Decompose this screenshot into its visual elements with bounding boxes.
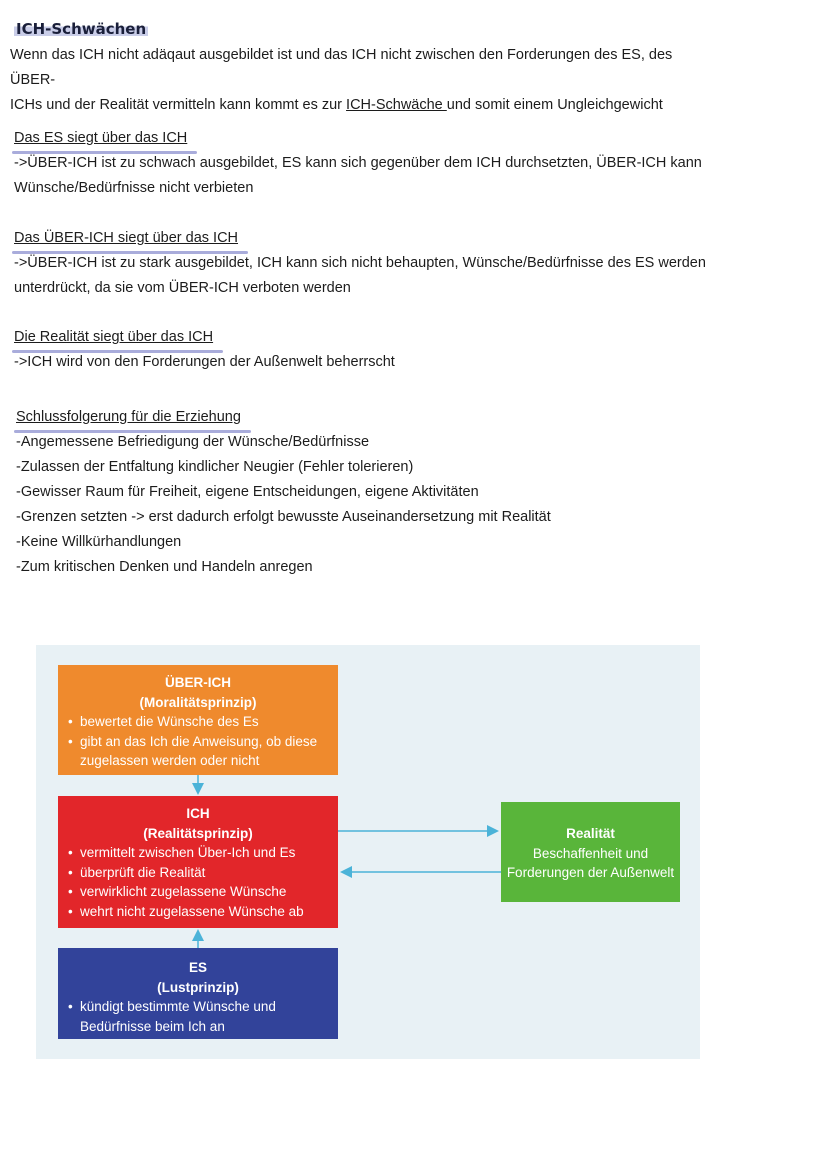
bullet-continuation: zugelassen werden oder nicht xyxy=(80,753,260,768)
section-realitaet-siegt xyxy=(14,325,734,375)
section-line: unterdrückt, da sie vom ÜBER-ICH verboten werden xyxy=(14,280,351,296)
intro-line-2 xyxy=(10,93,710,118)
box-line: Forderungen der Außenwelt xyxy=(506,865,675,880)
bullet-item: • kündigt bestimmte Wünsche und xyxy=(68,997,338,1017)
bullet-continuation: Bedürfnisse beim Ich an xyxy=(80,1018,225,1034)
section-schlussfolgerung xyxy=(16,405,736,580)
section-line: -Zulassen der Entfaltung kindlicher Neugier (Fehler tolerieren) xyxy=(16,459,414,475)
intro-paragraph xyxy=(10,43,710,118)
section-line: -Grenzen setzten -> erst dadurch erfolgt bewusste Auseinandersetzung mit Realität xyxy=(16,509,551,525)
intro-highlight-term: ICH-Schwäche xyxy=(346,97,447,113)
ich-box xyxy=(58,796,338,928)
realitaet-box xyxy=(501,802,680,902)
section-line: ->ICH wird von den Forderungen der Außenwelt beherrscht xyxy=(14,354,395,370)
section-line: -Keine Willkürhandlungen xyxy=(16,534,182,550)
intro-text: und somit einem Ungleichgewicht xyxy=(446,97,663,113)
ueber-ich-box xyxy=(58,665,338,775)
section-heading: Das ÜBER-ICH siegt über das ICH xyxy=(14,226,238,251)
section-line: -Zum kritischen Denken und Handeln anregen xyxy=(16,559,313,575)
bullet-item: • überprüft die Realität xyxy=(68,863,338,883)
section-line: ->ÜBER-ICH ist zu schwach ausgebildet, ES kann sich gegenüber dem ICH durchsetzten, ÜBER-ICH kann xyxy=(14,155,702,171)
section-line: -Angemessene Befriedigung der Wünsche/Bedürfnisse xyxy=(16,434,370,450)
page-title: ICH-Schwächen xyxy=(16,20,147,38)
box-subtitle: (Lustprinzip) xyxy=(157,979,239,995)
section-heading: Das ES siegt über das ICH xyxy=(14,126,187,151)
box-bullets xyxy=(58,843,338,921)
section-ueber-ich-siegt xyxy=(14,226,734,301)
section-line: -Gewisser Raum für Freiheit, eigene Entscheidungen, eigene Aktivitäten xyxy=(16,484,479,500)
bullet-item: • gibt an das Ich die Anweisung, ob diese xyxy=(68,732,338,752)
box-title: Realität xyxy=(566,826,615,841)
box-title: ICH xyxy=(186,806,210,821)
bullet-item: • bewertet die Wünsche des Es xyxy=(68,712,338,732)
es-box xyxy=(58,948,338,1039)
section-es-siegt xyxy=(14,126,734,201)
section-heading: Schlussfolgerung für die Erziehung xyxy=(16,405,241,430)
section-line: Wünsche/Bedürfnisse nicht verbieten xyxy=(14,180,254,196)
intro-text: ICHs und der Realität vermitteln kann kommt es zur xyxy=(10,97,347,113)
bullet-item: • verwirklicht zugelassene Wünsche xyxy=(68,882,338,902)
box-title: ES xyxy=(188,960,207,975)
intro-line-1: Wenn das ICH nicht adäqaut ausgebildet ist und das ICH nicht zwischen den Forderungen des ES, des ÜBER- xyxy=(10,47,673,88)
instanzenmodell-diagram xyxy=(36,645,700,1059)
box-line: Beschaffenheit und xyxy=(532,845,649,861)
box-title: ÜBER-ICH xyxy=(165,675,231,690)
bullet-item: • vermittelt zwischen Über-Ich und Es xyxy=(68,843,338,863)
section-line: ->ÜBER-ICH ist zu stark ausgebildet, ICH kann sich nicht behaupten, Wünsche/Bedürfnisse des ES werden xyxy=(14,255,706,271)
box-bullets xyxy=(58,712,338,751)
bullet-item: • wehrt nicht zugelassene Wünsche ab xyxy=(68,902,338,922)
box-bullets xyxy=(58,997,338,1017)
section-heading: Die Realität siegt über das ICH xyxy=(14,325,213,350)
box-subtitle: (Moralitätsprinzip) xyxy=(139,694,257,710)
box-subtitle: (Realitätsprinzip) xyxy=(143,825,253,841)
